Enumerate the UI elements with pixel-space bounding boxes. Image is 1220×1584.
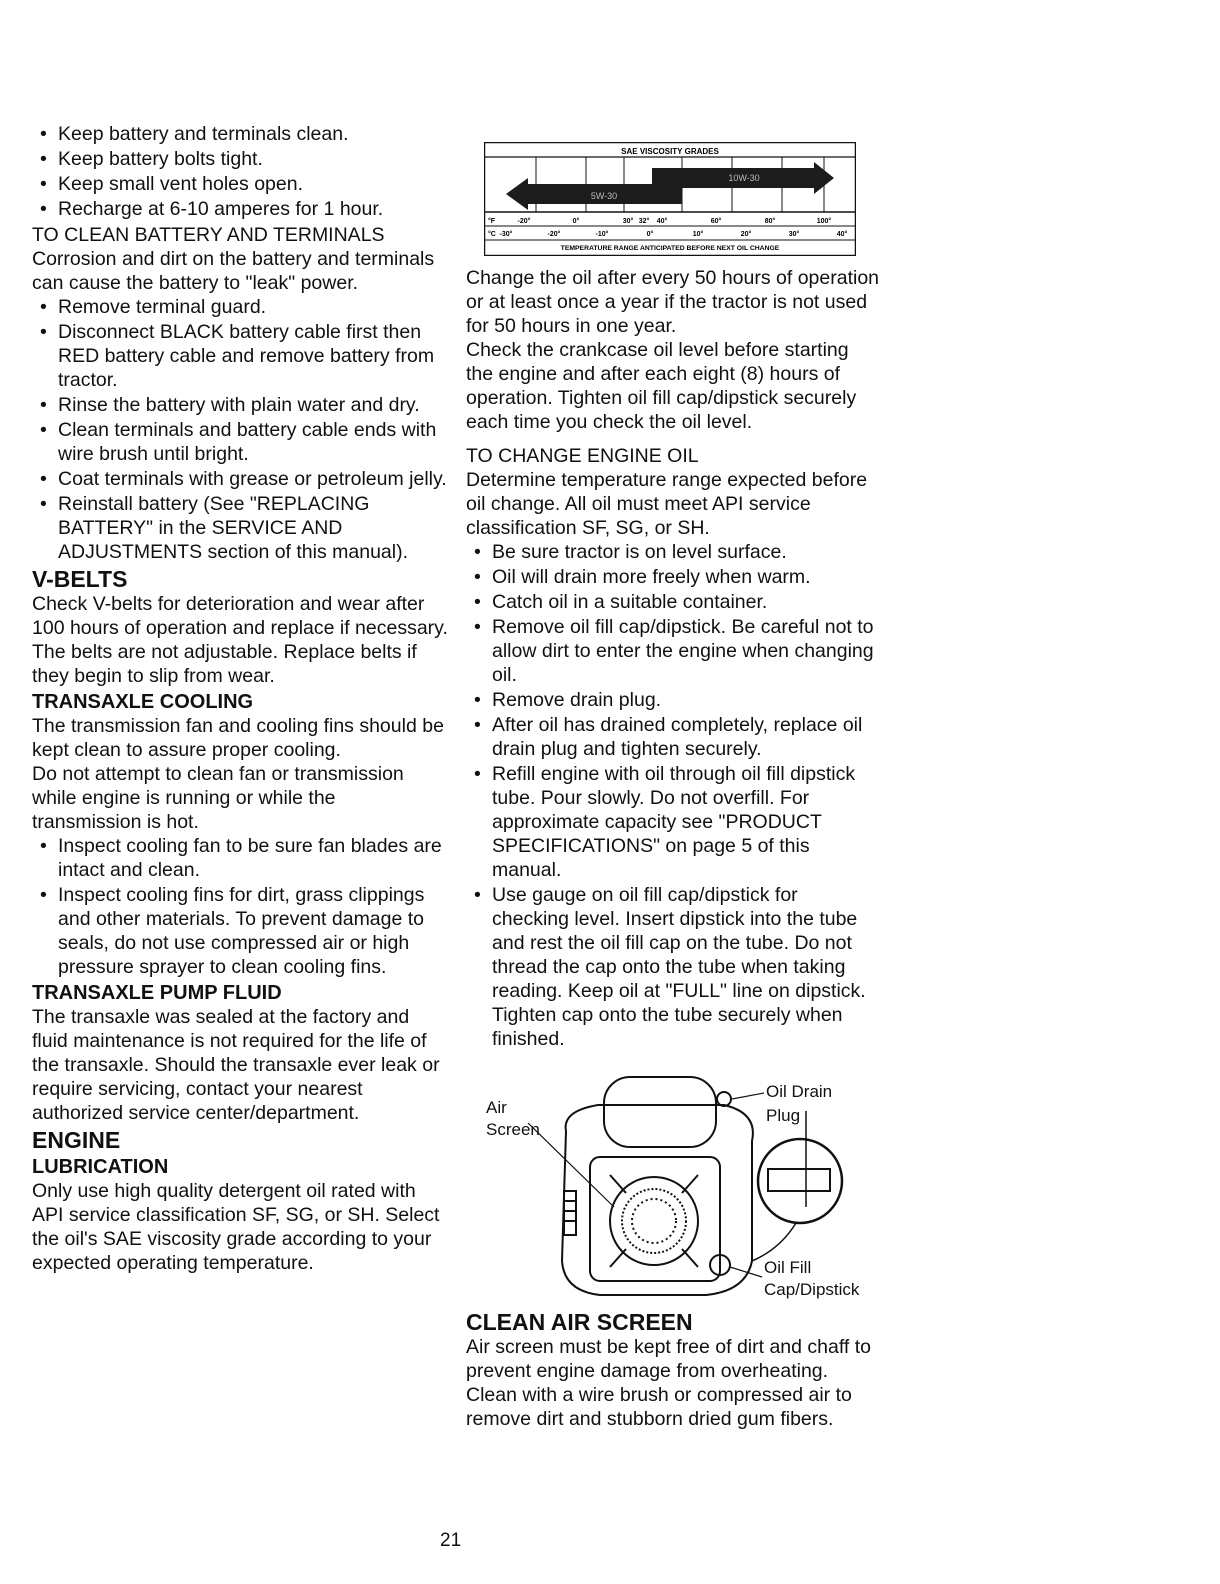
unit-c: °C bbox=[488, 231, 496, 238]
tick-label: 80° bbox=[764, 218, 776, 225]
oil-drain-plug-icon bbox=[717, 1092, 731, 1106]
tick-label: 30° bbox=[788, 231, 800, 238]
clean-air-screen-text: Air screen must be kept free of dirt and chaff to prevent engine damage from overheating. Clean with a wire brush or compressed air to remove dirt and stubborn dried gum fibers. bbox=[466, 1336, 872, 1430]
transaxle-cooling-text: The transmission fan and cooling fins should be kept clean to assure proper cooling. bbox=[32, 715, 444, 761]
list-item: • Rinse the battery with plain water and dry. bbox=[32, 393, 450, 417]
list-item: • Recharge at 6-10 amperes for 1 hour. bbox=[32, 197, 450, 221]
cylinder-fins bbox=[564, 1191, 576, 1235]
tick-label: 0° bbox=[572, 218, 580, 225]
left-column bbox=[32, 122, 450, 1275]
clean-battery-intro: Corrosion and dirt on the battery and terminals can cause the battery to "leak" power. bbox=[32, 248, 435, 294]
tick-label: 0° bbox=[646, 231, 654, 238]
list-item: • Remove terminal guard. bbox=[32, 295, 450, 319]
list-item: • Disconnect BLACK battery cable first then RED battery cable and remove battery from tractor. bbox=[32, 320, 450, 392]
oil-drain-label: Oil Drain bbox=[766, 1082, 833, 1101]
engine-figure bbox=[466, 1071, 880, 1301]
engine-cover bbox=[604, 1077, 716, 1147]
oil-check-text: Check the crankcase oil level before starting the engine and after each eight (8) hours of operation. Tighten oil fill cap/dipstick securely each time you check the oil level. bbox=[466, 339, 857, 433]
drain-pipe bbox=[768, 1169, 830, 1191]
air-screen-inner bbox=[632, 1199, 676, 1243]
tick-label: 60° bbox=[710, 218, 722, 225]
dipstick-label: Cap/Dipstick bbox=[764, 1280, 860, 1299]
bar-label-10w30: 10W-30 bbox=[728, 173, 760, 183]
list-item: • Keep small vent holes open. bbox=[32, 172, 450, 196]
chart-title: SAE VISCOSITY GRADES bbox=[621, 147, 719, 156]
vbelts-text: Check V-belts for deterioration and wear after 100 hours of operation and replace if necessary. The belts are not adjustable. Replace belts if they begin to slip from wear. bbox=[32, 593, 448, 687]
list-item: • Remove oil fill cap/dipstick. Be careful not to allow dirt to enter the engine when changing oil. bbox=[466, 615, 880, 687]
list-item: • Coat terminals with grease or petroleum jelly. bbox=[32, 467, 450, 491]
list-item: • Inspect cooling fins for dirt, grass clippings and other materials. To prevent damage to seals, do not use compressed air or high pressure sprayer to clean cooling fins. bbox=[32, 883, 450, 979]
right-column bbox=[466, 142, 880, 1431]
tick-label: -20° bbox=[547, 231, 561, 238]
tick-label: 10° bbox=[692, 231, 704, 238]
change-oil-intro: Determine temperature range expected before oil change. All oil must meet API service classification SF, SG, or SH. bbox=[466, 469, 868, 539]
tick-label: 20° bbox=[740, 231, 752, 238]
list-item: • Reinstall battery (See "REPLACING BATTERY" in the SERVICE AND ADJUSTMENTS section of this manual). bbox=[32, 492, 450, 564]
oil-fill-label: Oil Fill bbox=[764, 1258, 812, 1277]
lubrication-heading: LUBRICATION bbox=[32, 1156, 169, 1178]
plug-label: Plug bbox=[766, 1106, 801, 1125]
oil-drain-leader bbox=[732, 1093, 764, 1099]
tick-label: 100° bbox=[816, 218, 832, 225]
tick-label: 40° bbox=[836, 231, 848, 238]
list-item: • Oil will drain more freely when warm. bbox=[466, 565, 880, 589]
list-item: • Be sure tractor is on level surface. bbox=[466, 540, 880, 564]
viscosity-chart bbox=[484, 142, 856, 256]
list-item: • Keep battery and terminals clean. bbox=[32, 122, 450, 146]
transaxle-cooling-heading: TRANSAXLE COOLING bbox=[32, 691, 254, 713]
tick-label: -20° bbox=[517, 218, 531, 225]
page-number: 21 bbox=[440, 1530, 462, 1551]
list-item: • Catch oil in a suitable container. bbox=[466, 590, 880, 614]
transaxle-pump-text: The transaxle was sealed at the factory and fluid maintenance is not required for the life of the transaxle. Should the transaxle ever leak or require servicing, contact your nearest authorized service center/department. bbox=[32, 1006, 440, 1124]
tick-label: -10° bbox=[595, 231, 609, 238]
list-item: • Clean terminals and battery cable ends with wire brush until bright. bbox=[32, 418, 450, 466]
list-item: • Refill engine with oil through oil fill dipstick tube. Pour slowly. Do not overfill. For approximate capacity see "PRODUCT SPECIFICATIONS" on page 5 of this manual. bbox=[466, 762, 880, 882]
unit-f: °F bbox=[488, 218, 496, 225]
engine-heading: ENGINE bbox=[32, 1127, 121, 1153]
clean-battery-heading: TO CLEAN BATTERY AND TERMINALS bbox=[32, 224, 385, 246]
list-item: • After oil has drained completely, replace oil drain plug and tighten securely. bbox=[466, 713, 880, 761]
air-label: Air bbox=[486, 1098, 507, 1117]
transaxle-cooling-warning: Do not attempt to clean fan or transmission while engine is running or while the transmission is hot. bbox=[32, 763, 404, 833]
oil-change-interval: Change the oil after every 50 hours of operation or at least once a year if the tractor is not used for 50 hours in one year. bbox=[466, 267, 880, 337]
chart-caption: TEMPERATURE RANGE ANTICIPATED BEFORE NEXT OIL CHANGE bbox=[560, 245, 780, 252]
list-item: • Use gauge on oil fill cap/dipstick for checking level. Insert dipstick into the tube and rest the oil fill cap on the tube. Do not thread the cap onto the tube when taking reading. Keep oil at "FULL" line on dipstick. Tighten cap onto the tube securely when finished. bbox=[466, 883, 880, 1051]
tick-label: 32° bbox=[638, 218, 650, 225]
tick-label: 40° bbox=[656, 218, 668, 225]
list-item: • Remove drain plug. bbox=[466, 688, 880, 712]
tick-label: 30° bbox=[622, 218, 634, 225]
engine-illustration bbox=[466, 1071, 880, 1301]
change-oil-heading: TO CHANGE ENGINE OIL bbox=[466, 445, 699, 467]
transaxle-pump-heading: TRANSAXLE PUMP FLUID bbox=[32, 982, 282, 1004]
screen-label: Screen bbox=[486, 1120, 540, 1139]
lubrication-text: Only use high quality detergent oil rated with API service classification SF, SG, or SH. Select the oil's SAE viscosity grade according to your expected operating temperature. bbox=[32, 1180, 440, 1274]
tick-label: -30° bbox=[499, 231, 513, 238]
list-item: • Inspect cooling fan to be sure fan blades are intact and clean. bbox=[32, 834, 450, 882]
list-item: • Keep battery bolts tight. bbox=[32, 147, 450, 171]
vbelts-heading: V-BELTS bbox=[32, 566, 128, 592]
clean-air-screen-heading: CLEAN AIR SCREEN bbox=[466, 1309, 693, 1335]
air-screen-leader bbox=[528, 1123, 614, 1207]
bar-label-5w30: 5W-30 bbox=[590, 191, 618, 201]
